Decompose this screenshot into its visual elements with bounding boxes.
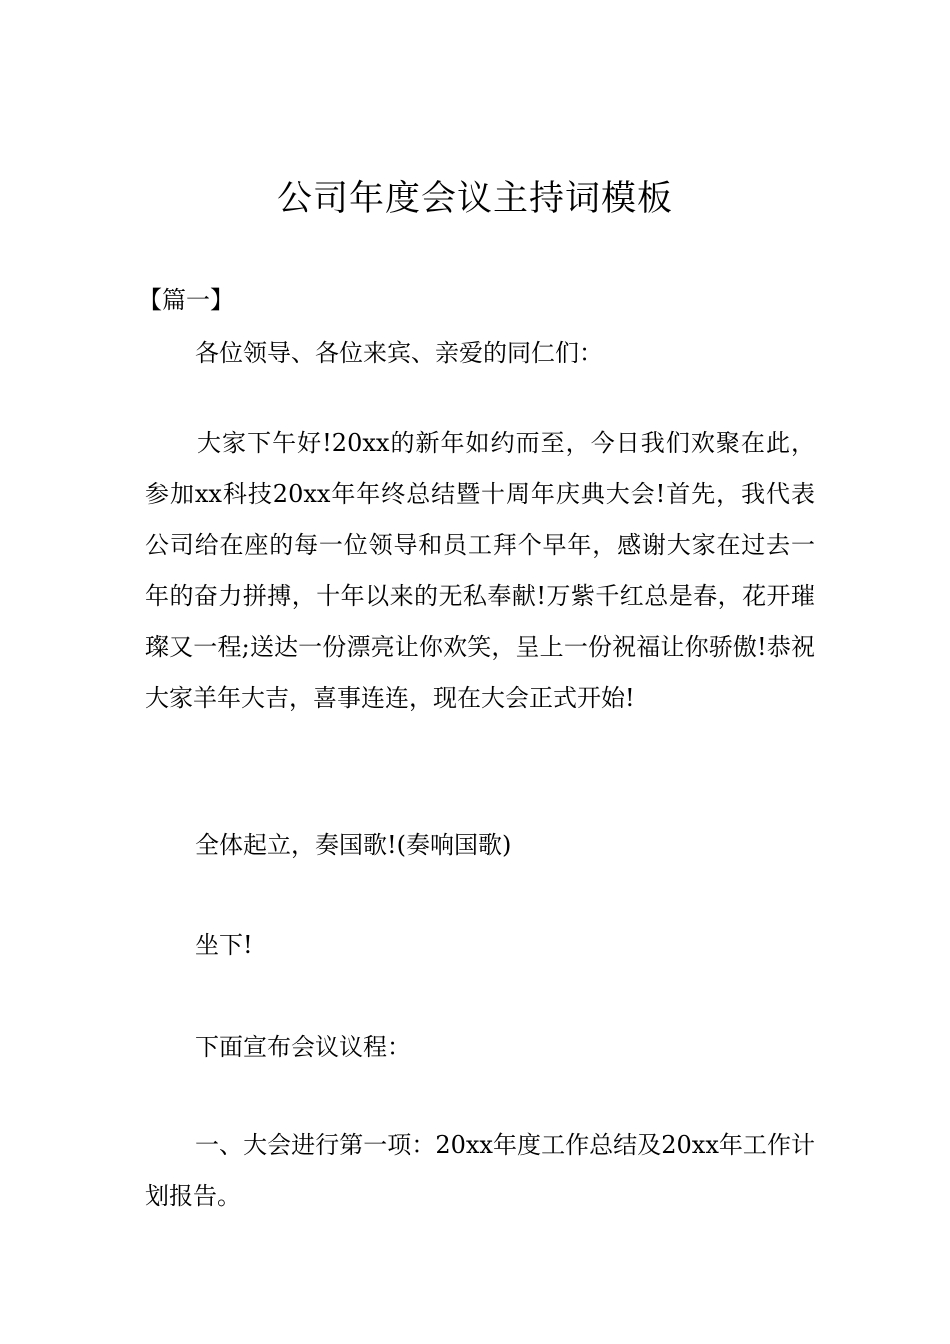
section-label: 【篇一】 xyxy=(138,286,234,314)
paragraph-agenda: 下面宣布会议议程： xyxy=(195,1033,411,1061)
paragraph-sit: 坐下! xyxy=(195,931,253,959)
paragraph-agenda-item-1: 一、大会进行第一项：20xx年度工作总结及20xx年工作计划报告。 xyxy=(145,1131,815,1210)
paragraph-greeting: 各位领导、各位来宾、亲爱的同仁们： xyxy=(195,339,603,367)
paragraph-anthem: 全体起立，奏国歌!(奏响国歌) xyxy=(195,831,512,859)
document-title: 公司年度会议主持词模板 xyxy=(276,179,673,219)
paragraph-welcome: 大家下午好!20xx的新年如约而至，今日我们欢聚在此，参加xx科技20xx年年终总结暨十周年庆典大会!首先，我代表公司给在座的每一位领导和员工拜个早年，感谢大家在过去一年的奋力拼搏，十年以来的无私奉献!万紫千红总是春，花开璀璨又一程;送达一份漂亮让你欢笑，呈上一份祝福让你骄傲!恭祝大家羊年大吉，喜事连连，现在大会正式开始! xyxy=(145,429,815,712)
